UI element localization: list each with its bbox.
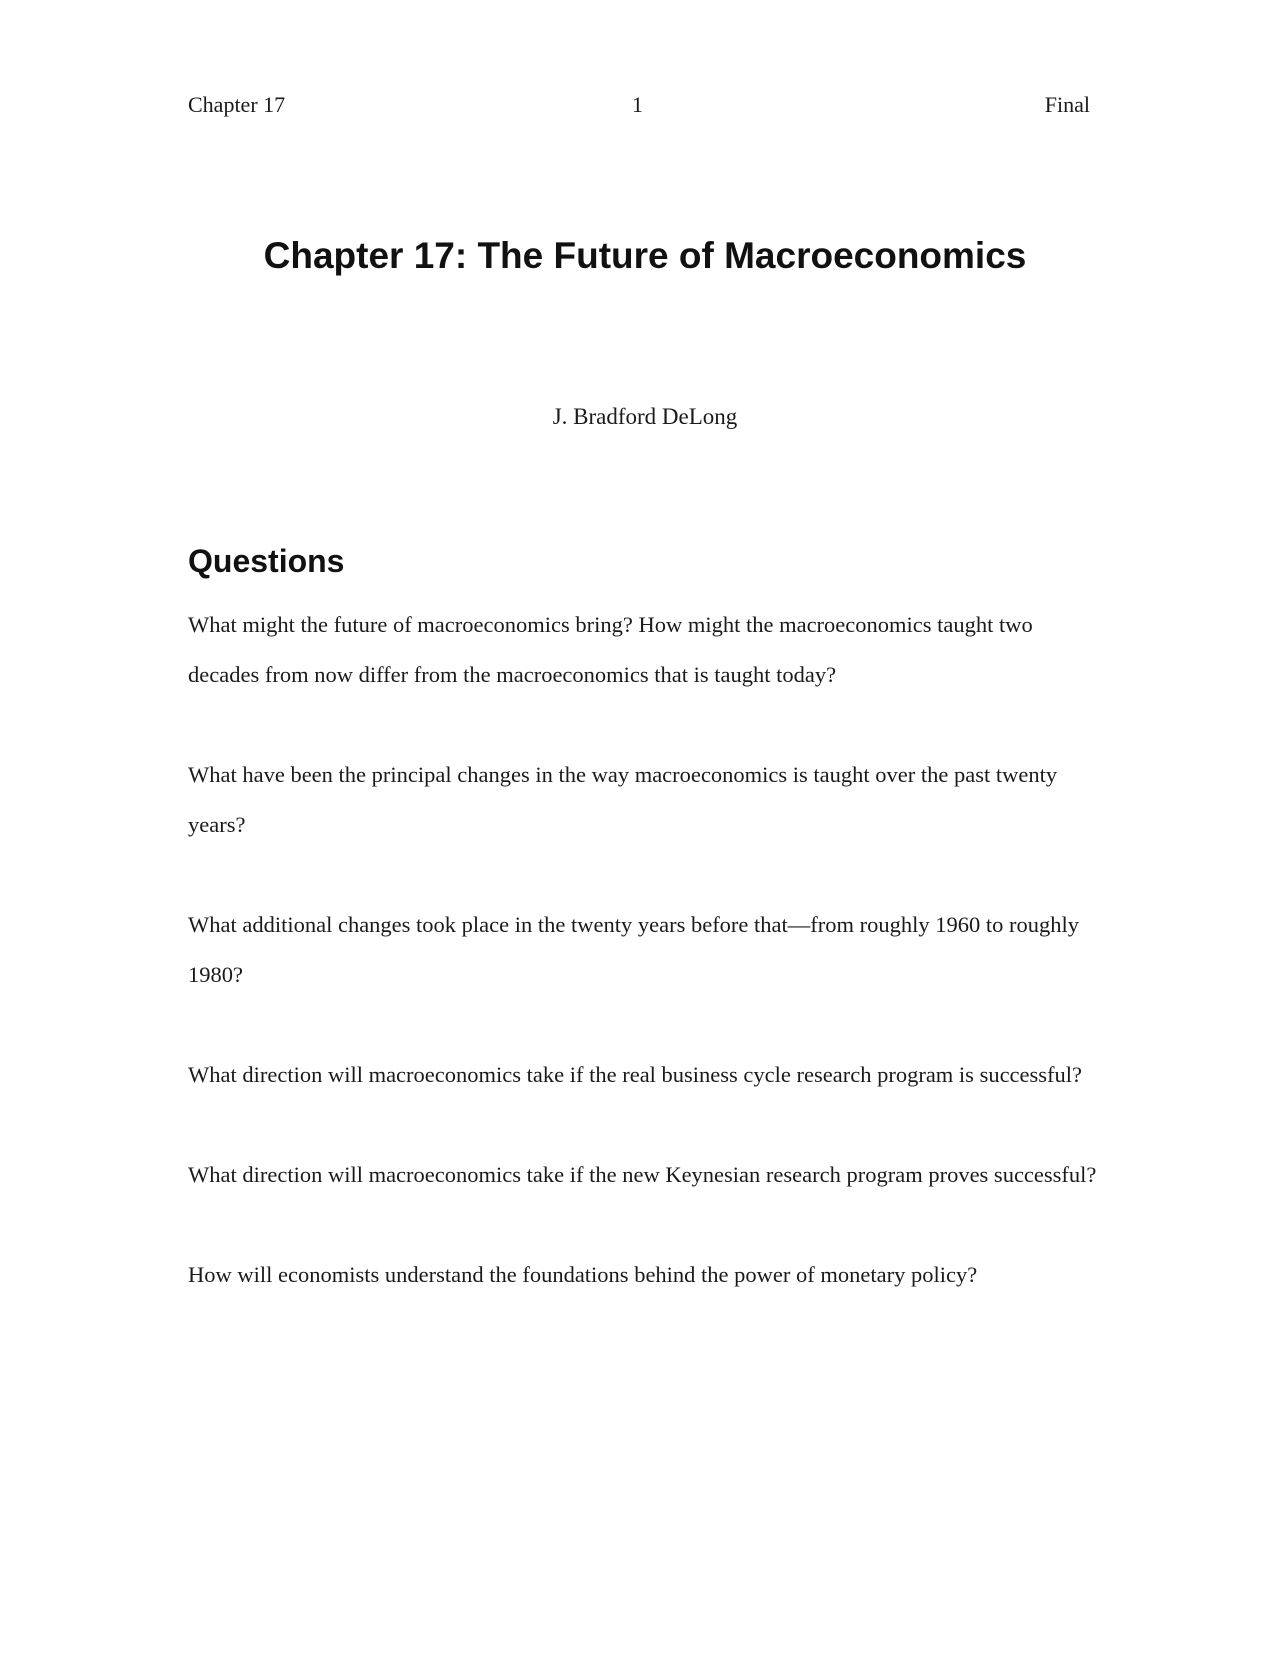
question-paragraph: What might the future of macroeconomics bring? How might the macroeconomics taught two decades from now differ from the macroeconomics that is taught today? bbox=[188, 612, 1033, 687]
running-header-status: Final bbox=[1044, 92, 1090, 117]
questions-list bbox=[188, 600, 1098, 1350]
question-paragraph: What have been the principal changes in the way macroeconomics is taught over the past twenty years? bbox=[188, 762, 1058, 837]
chapter-title: Chapter 17: The Future of Macroeconomics bbox=[263, 235, 1027, 276]
section-heading-questions: Questions bbox=[188, 543, 345, 579]
page-number: 1 bbox=[632, 92, 643, 117]
running-header-chapter: Chapter 17 bbox=[188, 92, 286, 117]
question-paragraph: How will economists understand the foundations behind the power of monetary policy? bbox=[188, 1262, 978, 1287]
author-name: J. Bradford DeLong bbox=[552, 404, 738, 429]
question-paragraph: What direction will macroeconomics take if the real business cycle research program is successful? bbox=[188, 1062, 1083, 1087]
question-paragraph: What additional changes took place in the twenty years before that—from roughly 1960 to roughly 1980? bbox=[188, 912, 1080, 987]
question-paragraph: What direction will macroeconomics take if the new Keynesian research program proves successful? bbox=[188, 1162, 1097, 1187]
